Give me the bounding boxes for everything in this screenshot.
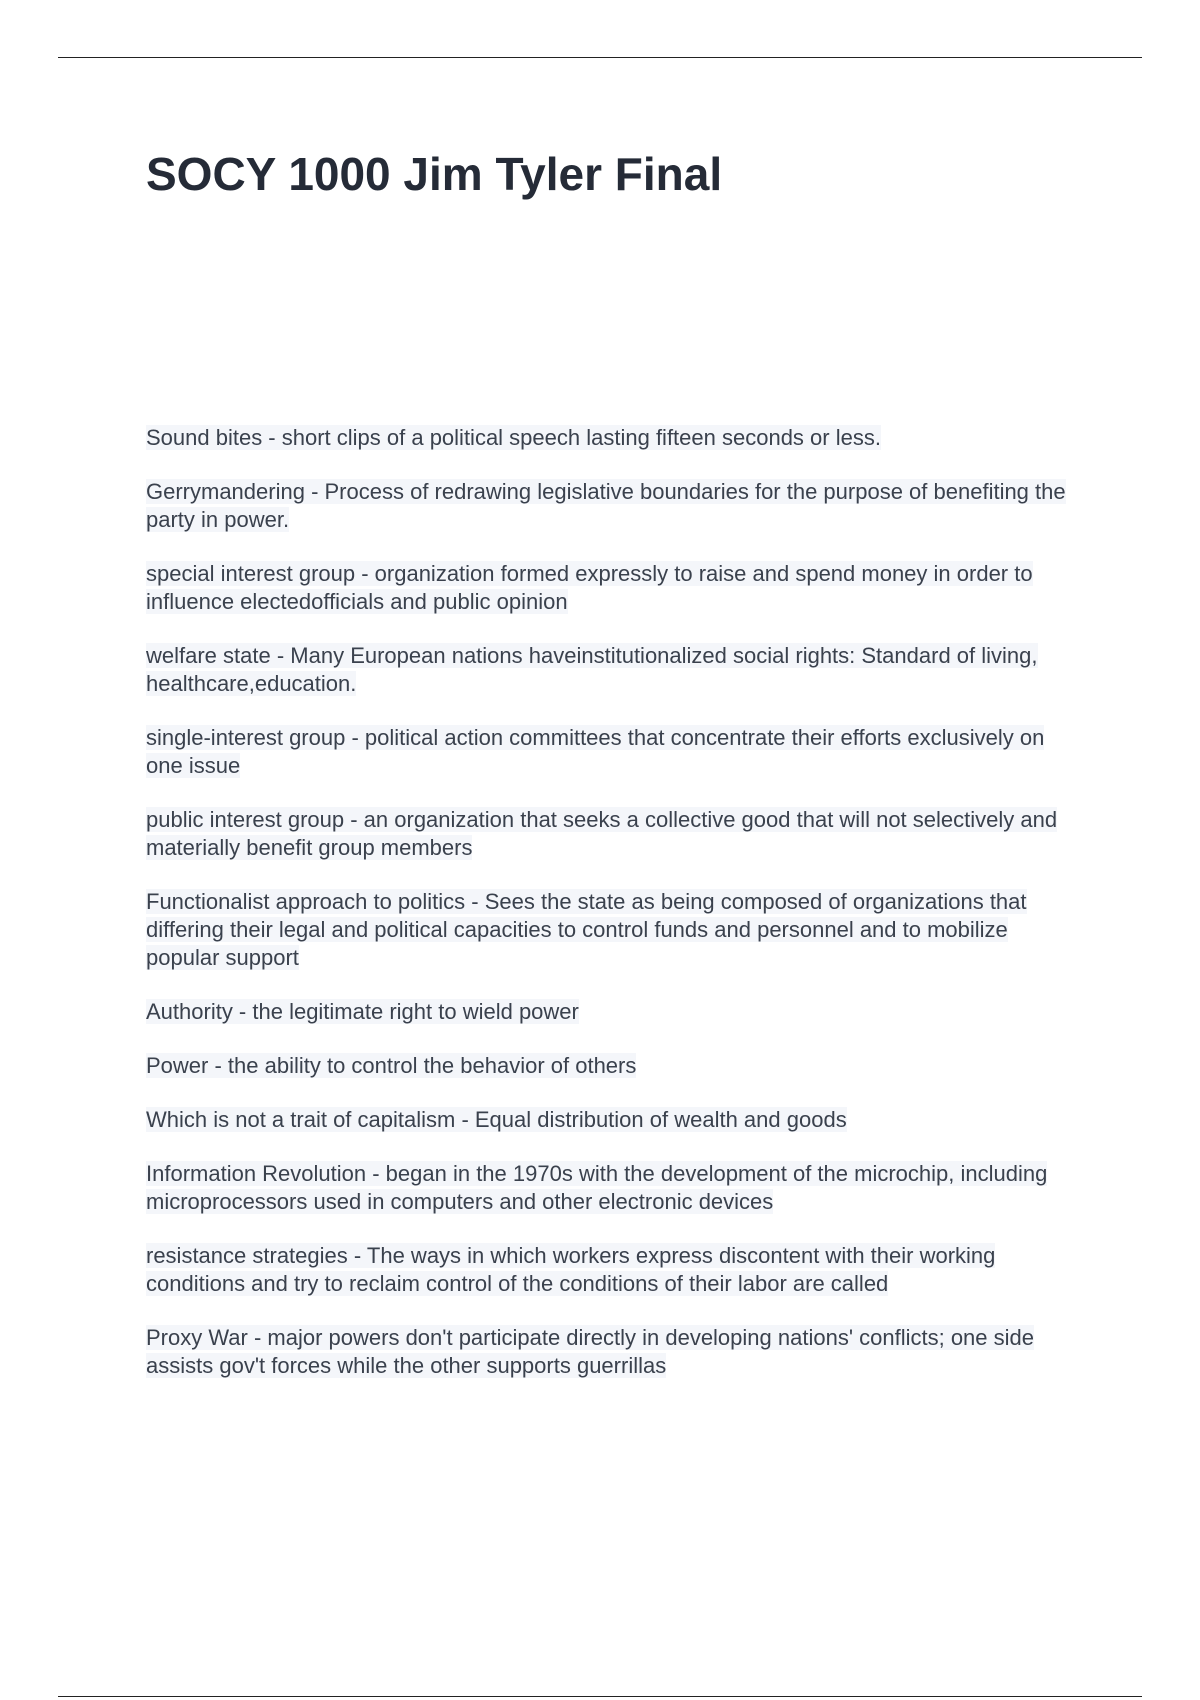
list-item (146, 1052, 1086, 1080)
entry-text: Which is not a trait of capitalism - Equal distribution of wealth and goods (146, 1107, 847, 1132)
entry-text: resistance strategies - The ways in which workers express discontent with their working conditions and try to reclaim control of the conditions of their labor are called (146, 1243, 996, 1296)
list-item (146, 1324, 1086, 1380)
entry-text: special interest group - organization formed expressly to raise and spend money in order to influence electedofficials and public opinion (146, 561, 1033, 614)
list-item (146, 806, 1086, 862)
list-item (146, 1160, 1086, 1216)
list-item (146, 998, 1086, 1026)
entry-text: Gerrymandering - Process of redrawing legislative boundaries for the purpose of benefiting the party in power. (146, 479, 1066, 532)
entry-text: Functionalist approach to politics - Sees the state as being composed of organizations that differing their legal and political capacities to control funds and personnel and to mobilize popular support (146, 889, 1027, 970)
list-item (146, 642, 1086, 698)
entry-text: single-interest group - political action committees that concentrate their efforts exclusively on one issue (146, 725, 1045, 778)
list-item (146, 724, 1086, 780)
list-item (146, 888, 1086, 972)
entry-text: public interest group - an organization that seeks a collective good that will not selectively and materially benefit group members (146, 807, 1058, 860)
entry-text: Proxy War - major powers don't participate directly in developing nations' conflicts; one side assists gov't forces while the other supports guerrillas (146, 1325, 1035, 1378)
bottom-rule (58, 1696, 1142, 1697)
entry-text: Authority - the legitimate right to wield power (146, 999, 579, 1024)
list-item (146, 478, 1086, 534)
list-item (146, 1242, 1086, 1298)
entry-text: Information Revolution - began in the 1970s with the development of the microchip, including microprocessors used in computers and other electronic devices (146, 1161, 1048, 1214)
top-rule (58, 57, 1142, 58)
list-item (146, 1106, 1086, 1134)
entry-text: Sound bites - short clips of a political speech lasting fifteen seconds or less. (146, 425, 881, 450)
document-title: SOCY 1000 Jim Tyler Final (146, 148, 723, 200)
list-item (146, 560, 1086, 616)
entry-text: Power - the ability to control the behavior of others (146, 1053, 637, 1078)
flashcard-list (146, 424, 1086, 1406)
list-item (146, 424, 1086, 452)
entry-text: welfare state - Many European nations haveinstitutionalized social rights: Standard of living, healthcare,education. (146, 643, 1038, 696)
